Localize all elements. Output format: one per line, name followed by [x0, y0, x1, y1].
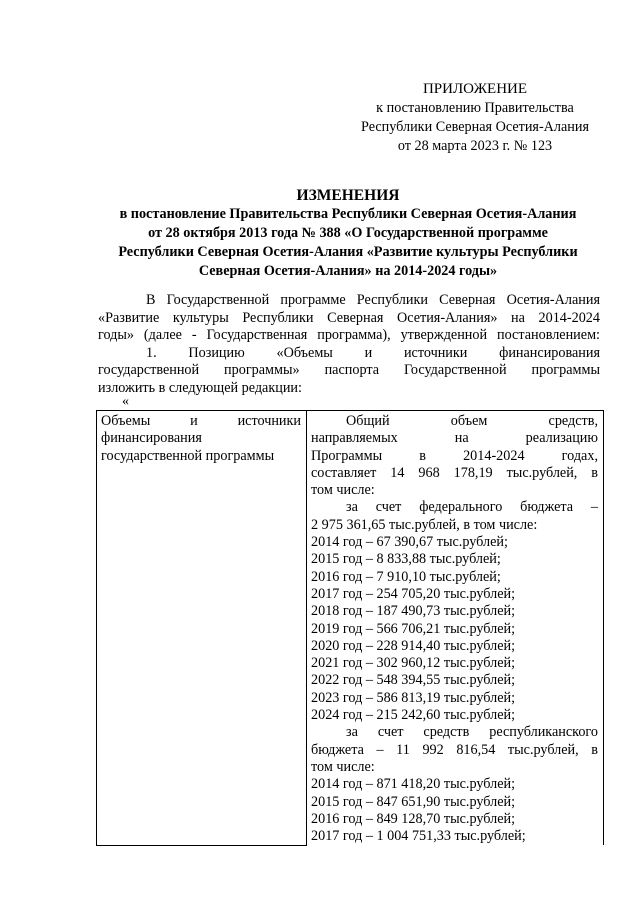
- value-line: 2023 год – 586 813,19 тыс.рублей;: [311, 689, 516, 706]
- value-line: 2019 год – 566 706,21 тыс.рублей;: [311, 620, 516, 637]
- label-line: государственной программы: [101, 447, 275, 464]
- funding-table: [96, 410, 604, 846]
- table-cell-label: [97, 411, 307, 846]
- changes-title: ИЗМЕНЕНИЯ: [296, 187, 400, 204]
- paragraph-line: В Государственной программе Республики Северная Осетия-Алания: [146, 292, 600, 308]
- value-line: направляемых на реализацию: [311, 430, 598, 447]
- changes-line: Республики Северная Осетия-Алания «Развитие культуры Республики: [118, 244, 578, 260]
- value-line: бюджета – 11 992 816,54 тыс.рублей, в: [311, 741, 598, 758]
- value-line: 2017 год – 254 705,20 тыс.рублей;: [311, 585, 516, 602]
- value-line: за счет средств республиканского: [346, 724, 598, 741]
- value-line: 2018 год – 187 490,73 тыс.рублей;: [311, 603, 516, 620]
- value-line: том числе:: [311, 482, 375, 499]
- paragraph-line: изложить в следующей редакции:: [98, 379, 302, 396]
- value-line: 2020 год – 228 914,40 тыс.рублей;: [311, 637, 516, 654]
- appendix-line: к постановлению Правительства: [376, 100, 574, 116]
- value-line: Общий объем средств,: [346, 413, 598, 429]
- appendix-header: [340, 80, 610, 156]
- label-line: Объемы и источники: [101, 413, 301, 429]
- changes-line: Северная Осетия-Алания» на 2014-2024 годы»: [198, 263, 498, 279]
- label-line: финансирования: [101, 430, 202, 447]
- changes-heading: [98, 186, 598, 281]
- value-line: 2015 год – 8 833,88 тыс.рублей;: [311, 551, 501, 568]
- value-line: за счет федерального бюджета –: [346, 499, 598, 516]
- value-line: 2017 год – 1 004 751,33 тыс.рублей;: [311, 828, 526, 845]
- value-line: 2021 год – 302 960,12 тыс.рублей;: [311, 655, 516, 672]
- value-line: том числе:: [311, 758, 375, 775]
- appendix-line: Республики Северная Осетия-Алания: [360, 119, 589, 135]
- value-line: 2016 год – 849 128,70 тыс.рублей;: [311, 810, 516, 827]
- value-line: 2015 год – 847 651,90 тыс.рублей;: [311, 793, 516, 810]
- value-line: 2014 год – 871 418,20 тыс.рублей;: [311, 776, 516, 793]
- body-text: [98, 292, 600, 397]
- value-line: 2 975 361,65 тыс.рублей, в том числе:: [311, 516, 538, 533]
- appendix-title: ПРИЛОЖЕНИЕ: [422, 81, 528, 97]
- appendix-line: от 28 марта 2023 г. № 123: [397, 138, 553, 154]
- changes-line: в постановление Правительства Республики Северная Осетия-Алания: [119, 206, 577, 222]
- table-row: [97, 411, 604, 846]
- value-line: 2014 год – 67 390,67 тыс.рублей;: [311, 534, 508, 551]
- paragraph-line: государственной программы» паспорта Государственной программы: [98, 362, 600, 378]
- opening-quote: «: [122, 394, 129, 409]
- paragraph-line: 1. Позицию «Объемы и источники финансирования: [146, 344, 600, 361]
- paragraph-line: годы» (далее - Государственная программа), утвержденной постановлением:: [98, 327, 600, 343]
- changes-line: от 28 октября 2013 года № 388 «О Государственной программе: [148, 225, 548, 241]
- value-line: составляет 14 968 178,19 тыс.рублей, в: [311, 464, 598, 481]
- table-cell-value: [307, 411, 604, 846]
- paragraph-line: «Развитие культуры Республики Северная Осетия-Алания» на 2014-2024: [98, 309, 600, 326]
- value-line: 2016 год – 7 910,10 тыс.рублей;: [311, 568, 501, 585]
- value-line: Программы в 2014-2024 годах,: [311, 447, 598, 464]
- value-line: 2022 год – 548 394,55 тыс.рублей;: [311, 672, 516, 689]
- value-line: 2024 год – 215 242,60 тыс.рублей;: [311, 707, 516, 724]
